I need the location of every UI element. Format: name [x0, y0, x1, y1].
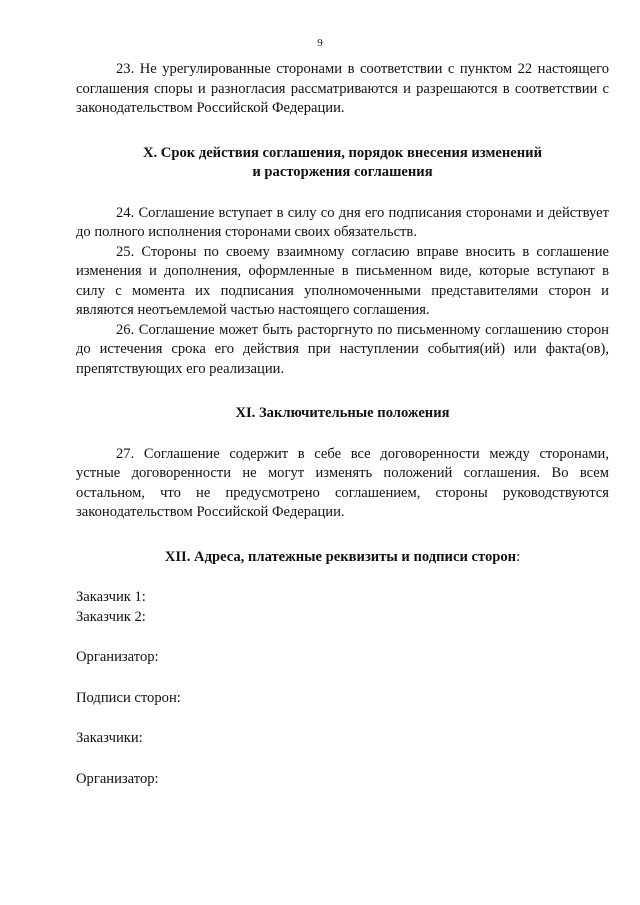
section-xi — [76, 404, 609, 523]
page-number: 9 — [317, 37, 323, 49]
section-xi-heading: XI. Заключительные положения — [235, 405, 450, 421]
section-x-heading-line-1: X. Срок действия соглашения, порядок внесения изменений — [142, 144, 543, 161]
customer-1-label: Заказчик 1: — [76, 589, 146, 605]
organizer-label: Организатор: — [76, 649, 159, 665]
clause-27: 27. Соглашение содержит в себе все договоренности между сторонами, устные договоренности не могут изменять положений соглашения. Во всем остальном, что не предусмотрено соглашением, стороны руководствуются законодательством Российской Федерации. — [76, 445, 609, 520]
customers-signature-label: Заказчики: — [76, 730, 143, 746]
section-x-heading-line-2: и расторжения соглашения — [252, 164, 433, 180]
section-xi-clauses — [76, 445, 609, 523]
customer-2-label: Заказчик 2: — [76, 608, 146, 625]
clause-25: 25. Стороны по своему взаимному согласию вправе вносить в соглашение изменения и дополнения, оформленные в письменном виде, которые вступают в силу с момента их подписания уполномоченными представителями сторон и являются неотъемлемой частью настоящего соглашения. — [76, 243, 609, 318]
section-x-clauses — [76, 204, 609, 380]
clause-23: 23. Не урегулированные сторонами в соответствии с пунктом 22 настоящего соглашения споры и разногласия рассматриваются и разрешаются в соответствии с законодательством Российской Федерации. — [76, 61, 609, 116]
section-xii-heading-text: XII. Адреса, платежные реквизиты и подписи сторон — [164, 548, 517, 565]
section-xii — [76, 548, 609, 790]
section-x — [76, 144, 609, 380]
clause-26: 26. Соглашение может быть расторгнуто по письменному соглашению сторон до истечения срока его действия при наступлении события(ий) или факта(ов), препятствующих его реализации. — [76, 321, 609, 377]
organizer-signature-label: Организатор: — [76, 770, 159, 787]
customers-block — [76, 588, 609, 627]
signatures-label: Подписи сторон: — [76, 689, 181, 706]
document-body — [76, 60, 609, 789]
clause-24: 24. Соглашение вступает в силу со дня его подписания сторонами и действует до полного исполнения сторонами своих обязательств. — [76, 204, 609, 240]
section-xii-heading — [76, 548, 609, 568]
section-xii-heading-colon: : — [516, 548, 521, 565]
